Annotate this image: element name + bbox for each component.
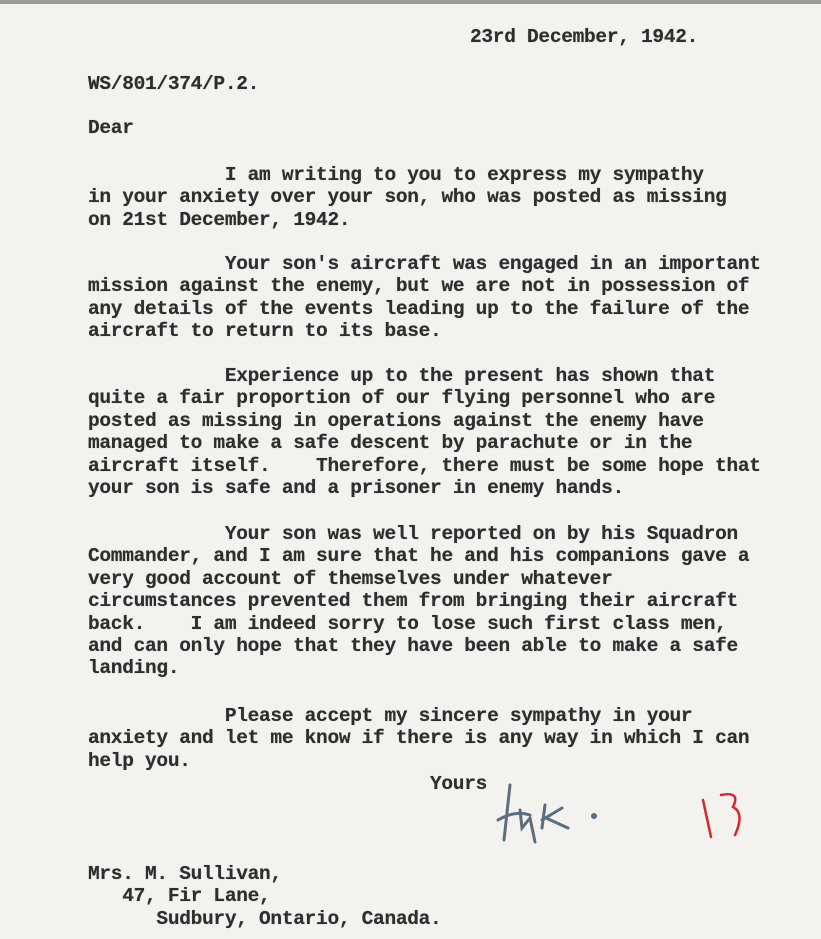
line: managed to make a safe descent by parachute or in the [88, 432, 693, 455]
paragraph-2 [88, 253, 761, 343]
line: help you. [88, 749, 191, 772]
line: Your son's aircraft was engaged in an important [88, 253, 761, 275]
line: quite a fair proportion of our flying personnel who are [88, 387, 716, 410]
line: very good account of themselves under whatever [88, 567, 613, 590]
line: circumstances prevented them from bringing their aircraft [88, 590, 738, 613]
scan-edge [0, 0, 821, 4]
line: on 21st December, 1942. [88, 208, 351, 231]
handwritten-signature [490, 780, 610, 855]
line: posted as missing in operations against the enemy have [88, 409, 704, 432]
paragraph-3 [88, 365, 761, 499]
line: mission against the enemy, but we are not in possession of [88, 275, 750, 298]
line: Your son was well reported on by his Squadron [88, 523, 738, 545]
letter-date: 23rd December, 1942. [470, 26, 699, 48]
reference-number: WS/801/374/P.2. [88, 73, 260, 95]
line: any details of the events leading up to the failure of the [88, 297, 750, 320]
paragraph-1 [88, 164, 727, 231]
salutation: Dear [88, 117, 134, 139]
paragraph-4 [88, 523, 749, 680]
line: your son is safe and a prisoner in enemy hands. [88, 476, 624, 499]
line: anxiety and let me know if there is any way in which I can [88, 727, 750, 750]
address-line: Mrs. M. Sullivan, [88, 863, 282, 885]
page-number-mark [695, 785, 755, 845]
line: back. I am indeed sorry to lose such first class men, [88, 612, 727, 635]
line: I am writing to you to express my sympathy [88, 164, 704, 186]
line: aircraft to return to its base. [88, 320, 442, 343]
paragraph-5 [88, 705, 749, 772]
address-line: 47, Fir Lane, [88, 885, 271, 908]
closing: Yours [430, 773, 488, 795]
line: in your anxiety over your son, who was posted as missing [88, 186, 727, 209]
line: aircraft itself. Therefore, there must be some hope that [88, 454, 761, 477]
line: Please accept my sincere sympathy in your [88, 705, 693, 727]
line: Commander, and I am sure that he and his companions gave a [88, 545, 750, 568]
line: and can only hope that they have been able to make a safe [88, 634, 738, 657]
line: Experience up to the present has shown that [88, 365, 716, 387]
recipient-address [88, 863, 441, 930]
address-line: Sudbury, Ontario, Canada. [88, 907, 442, 930]
line: landing. [88, 657, 180, 680]
